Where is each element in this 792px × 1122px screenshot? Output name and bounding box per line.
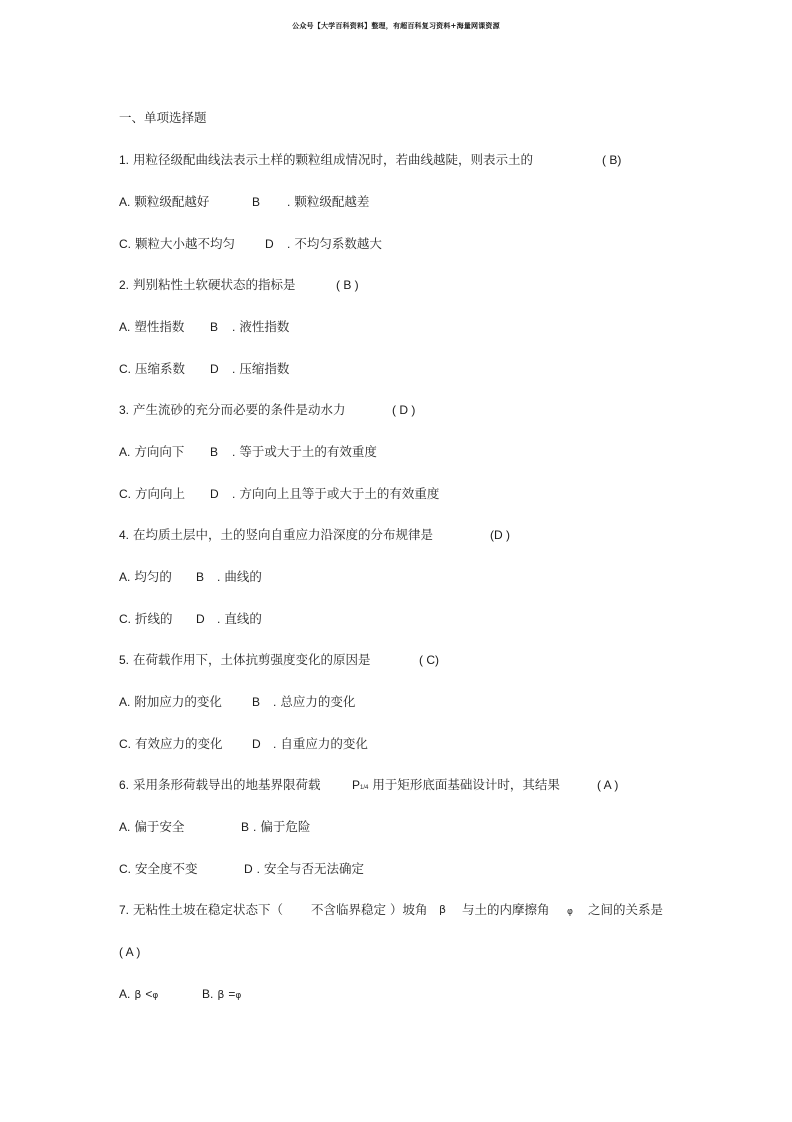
option-a bbox=[119, 569, 172, 585]
option-dot: . bbox=[287, 195, 291, 209]
phi-symbol: φ bbox=[567, 907, 573, 917]
option-label: A. bbox=[119, 195, 131, 209]
option-d-text bbox=[287, 236, 382, 252]
beta-symbol: β bbox=[134, 988, 142, 1001]
answer-key: ( A ) bbox=[119, 945, 141, 959]
option-b bbox=[241, 819, 310, 835]
option-text: 塑性指数 bbox=[134, 319, 185, 334]
section-title: 一、单项选择题 bbox=[119, 110, 207, 125]
option-dot: . bbox=[232, 320, 236, 334]
question-text: 用粒径级配曲线法表示土样的颗粒组成情况时，若曲线越陡，则表示土的 bbox=[133, 152, 534, 167]
option-label: B. bbox=[202, 987, 214, 1001]
option-text: 有效应力的变化 bbox=[134, 736, 223, 751]
option-b bbox=[252, 694, 260, 710]
option-label: D bbox=[252, 737, 261, 751]
question-number: 6. bbox=[119, 778, 130, 792]
option-text: 不均匀系数越大 bbox=[294, 236, 382, 251]
option-dot: . bbox=[232, 487, 236, 501]
option-a bbox=[119, 986, 158, 1004]
option-label: B bbox=[241, 820, 250, 834]
question-text: 产生流砂的充分而必要的条件是动水力 bbox=[133, 402, 346, 417]
question-text-paren: 不含临界稳定 bbox=[311, 902, 387, 917]
option-a bbox=[119, 694, 222, 710]
option-label: B bbox=[210, 445, 219, 459]
question-stem bbox=[119, 652, 371, 668]
option-d bbox=[196, 611, 205, 627]
option-text: 液性指数 bbox=[239, 319, 290, 334]
option-b-text bbox=[287, 194, 369, 210]
option-label: C. bbox=[119, 737, 131, 751]
load-symbol-subscript: 1/4 bbox=[360, 785, 369, 791]
option-text: 曲线的 bbox=[224, 569, 262, 584]
option-label: D bbox=[210, 362, 219, 376]
question-stem bbox=[119, 277, 296, 293]
option-label: B bbox=[252, 695, 261, 709]
question-number: 4. bbox=[119, 528, 130, 542]
option-c bbox=[119, 361, 185, 377]
option-text: 总应力的变化 bbox=[280, 694, 356, 709]
option-text: 颗粒级配越好 bbox=[134, 194, 210, 209]
option-label: D bbox=[196, 612, 205, 626]
option-b-text bbox=[217, 569, 262, 585]
question-stem bbox=[119, 527, 433, 543]
question-stem bbox=[119, 777, 321, 793]
option-text: 方向向下 bbox=[134, 444, 185, 459]
option-label: A. bbox=[119, 820, 131, 834]
option-a bbox=[119, 819, 184, 835]
option-d bbox=[252, 736, 261, 752]
option-d-text bbox=[232, 486, 439, 502]
answer-key: ( B ) bbox=[336, 278, 359, 292]
option-dot: . bbox=[232, 362, 236, 376]
question-number: 3. bbox=[119, 403, 130, 417]
option-text: 颗粒级配越差 bbox=[294, 194, 370, 209]
question-text-relation: 之间的关系是 bbox=[588, 902, 664, 917]
beta-symbol: β bbox=[439, 903, 447, 916]
option-text: 方向向上 bbox=[134, 486, 185, 501]
question-number: 1. bbox=[119, 153, 130, 167]
option-c bbox=[119, 236, 235, 252]
option-a bbox=[119, 444, 184, 460]
option-text: 安全度不变 bbox=[134, 861, 198, 876]
option-dot: . bbox=[253, 820, 257, 834]
option-d bbox=[210, 361, 219, 377]
option-text: 方向向上且等于或大于土的有效重度 bbox=[239, 486, 440, 501]
equals-operator: = bbox=[228, 987, 236, 1001]
phi-symbol: φ bbox=[235, 991, 242, 1001]
option-text: 等于或大于土的有效重度 bbox=[239, 444, 377, 459]
question-stem bbox=[119, 902, 283, 918]
option-d-text bbox=[273, 736, 368, 752]
answer-key: ( C) bbox=[419, 653, 439, 667]
option-c bbox=[119, 736, 223, 752]
option-b bbox=[210, 319, 218, 335]
option-text: 压缩指数 bbox=[239, 361, 290, 376]
option-b bbox=[252, 194, 260, 210]
answer-key: ( D ) bbox=[392, 403, 416, 417]
question-stem bbox=[119, 402, 346, 418]
option-dot: . bbox=[217, 570, 221, 584]
option-text: 偏于安全 bbox=[134, 819, 185, 834]
option-label: C. bbox=[119, 862, 131, 876]
option-label: D bbox=[210, 487, 219, 501]
answer-key: (D ) bbox=[490, 528, 510, 542]
beta-symbol: β bbox=[217, 988, 225, 1001]
question-text-angle: ）坡角 bbox=[390, 902, 428, 917]
option-label: A. bbox=[119, 445, 131, 459]
option-label: C. bbox=[119, 362, 131, 376]
option-d-text bbox=[217, 611, 262, 627]
option-d bbox=[265, 236, 274, 252]
option-label: D bbox=[265, 237, 274, 251]
option-d bbox=[210, 486, 219, 502]
option-c bbox=[119, 486, 185, 502]
option-label: C. bbox=[119, 612, 131, 626]
option-label: D bbox=[244, 862, 253, 876]
question-text: 采用条形荷载导出的地基界限荷载 bbox=[133, 777, 321, 792]
option-label: C. bbox=[119, 237, 131, 251]
option-label: B bbox=[210, 320, 219, 334]
question-stem-cont bbox=[352, 777, 560, 796]
option-a bbox=[119, 319, 184, 335]
question-text: 用于矩形底面基础设计时，其结果 bbox=[372, 777, 560, 792]
option-text: 压缩系数 bbox=[134, 361, 185, 376]
question-text-friction: 与土的内摩擦角 bbox=[462, 902, 550, 917]
load-symbol: P bbox=[352, 778, 361, 792]
option-dot: . bbox=[287, 237, 291, 251]
question-number: 2. bbox=[119, 278, 130, 292]
question-text: 在荷载作用下，土体抗剪强度变化的原因是 bbox=[133, 652, 371, 667]
option-dot: . bbox=[273, 737, 277, 751]
option-b bbox=[196, 569, 204, 585]
option-label: A. bbox=[119, 320, 131, 334]
option-d-text bbox=[232, 361, 289, 377]
phi-symbol: φ bbox=[152, 991, 159, 1001]
option-label: A. bbox=[119, 570, 131, 584]
option-text: 附加应力的变化 bbox=[134, 694, 222, 709]
option-b bbox=[210, 444, 218, 460]
option-b-text bbox=[273, 694, 355, 710]
option-text: 自重应力的变化 bbox=[280, 736, 368, 751]
question-text: 无粘性土坡在稳定状态下（ bbox=[133, 902, 284, 917]
answer-key: ( B) bbox=[602, 153, 622, 167]
option-dot: . bbox=[273, 695, 277, 709]
option-b-text bbox=[232, 444, 377, 460]
option-text: 颗粒大小越不均匀 bbox=[134, 236, 235, 251]
answer-key: ( A ) bbox=[597, 778, 619, 792]
option-label: C. bbox=[119, 487, 131, 501]
option-label: B bbox=[252, 195, 261, 209]
option-text: 偏于危险 bbox=[260, 819, 311, 834]
option-dot: . bbox=[232, 445, 236, 459]
question-text: 判别粘性土软硬状态的指标是 bbox=[133, 277, 296, 292]
option-d bbox=[244, 861, 364, 877]
question-text: 在均质土层中，土的竖向自重应力沿深度的分布规律是 bbox=[133, 527, 434, 542]
option-b bbox=[202, 986, 241, 1004]
option-dot: . bbox=[217, 612, 221, 626]
option-text: 安全与否无法确定 bbox=[263, 861, 364, 876]
question-number: 7. bbox=[119, 903, 130, 917]
option-c bbox=[119, 861, 198, 877]
option-text: 均匀的 bbox=[134, 569, 172, 584]
option-b-text bbox=[232, 319, 289, 335]
header-watermark-note: 公众号【大学百科资料】整理，有超百科复习资料+海量网课资源 bbox=[292, 21, 500, 30]
question-number: 5. bbox=[119, 653, 130, 667]
option-label: A. bbox=[119, 695, 131, 709]
option-a bbox=[119, 194, 209, 210]
question-stem bbox=[119, 152, 533, 168]
less-than-operator: < bbox=[145, 987, 153, 1001]
option-text: 折线的 bbox=[134, 611, 173, 626]
option-text: 直线的 bbox=[224, 611, 262, 626]
option-label: A. bbox=[119, 987, 131, 1001]
option-label: B bbox=[196, 570, 205, 584]
option-dot: . bbox=[256, 862, 260, 876]
option-c bbox=[119, 611, 173, 627]
